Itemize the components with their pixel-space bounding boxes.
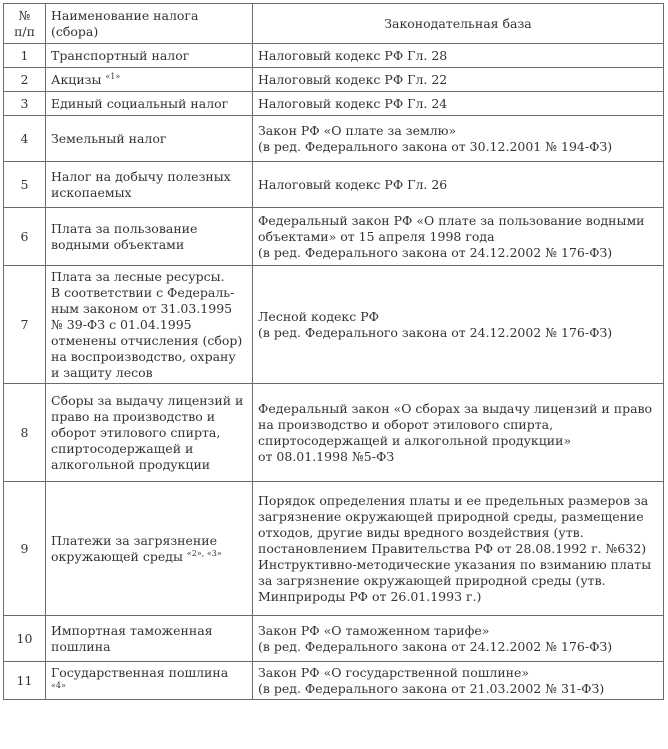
footnote-mark: «2», «3»: [186, 548, 222, 558]
tax-name-line: [51, 393, 247, 409]
tax-name-text: Плата за лесные ресурсы.: [51, 268, 225, 284]
table-row: [4, 44, 664, 68]
tax-name-cell: [46, 482, 253, 616]
row-number: 4: [4, 116, 46, 162]
legal-basis-line: Закон РФ «О таможенном тарифе»: [258, 622, 490, 638]
row-number: 1: [4, 44, 46, 68]
table-row: [4, 208, 664, 266]
tax-name-text: Сборы за выдачу лицензий и: [51, 392, 244, 408]
legal-basis-line: (в ред. Федерального закона от 24.12.2002 № 176-ФЗ): [258, 324, 613, 340]
tax-name-cell: [46, 208, 253, 266]
legal-basis-line: Налоговый кодекс РФ Гл. 28: [258, 47, 448, 63]
tax-name-text: отменены отчисления (сбор): [51, 332, 243, 348]
legal-basis-cell: [253, 92, 664, 116]
tax-name-text: право на производство и: [51, 408, 216, 424]
tax-name-line: [51, 269, 247, 285]
header-number-line2: п/п: [14, 23, 35, 39]
tax-name-line: [51, 285, 247, 301]
legal-basis-cell: [253, 384, 664, 482]
legal-basis-cell: [253, 616, 664, 662]
tax-name-line: [51, 131, 247, 147]
header-tax-name: Наименование налога (сбора): [46, 4, 253, 44]
tax-name-line: [51, 425, 247, 441]
tax-name-line: [51, 639, 247, 655]
header-number-line1: №: [18, 7, 31, 23]
header-number: [4, 4, 46, 44]
tax-name-line: [51, 365, 247, 381]
row-number: 8: [4, 384, 46, 482]
table-header-row: [4, 4, 664, 44]
tax-name-text: и защиту лесов: [51, 364, 153, 380]
legal-basis-cell: [253, 482, 664, 616]
tax-name-text: на воспроизводство, охрану: [51, 348, 236, 364]
legal-basis-line: Налоговый кодекс РФ Гл. 22: [258, 71, 448, 87]
row-number: 11: [4, 662, 46, 700]
legal-basis-line: Налоговый кодекс РФ Гл. 26: [258, 176, 448, 192]
tax-name-cell: [46, 384, 253, 482]
table-row: [4, 482, 664, 616]
tax-name-text: В соответствии с Федераль-: [51, 284, 235, 300]
row-number: 2: [4, 68, 46, 92]
legal-basis-line: спиртосодержащей и алкогольной продукции»: [258, 432, 572, 448]
tax-name-line: [51, 349, 247, 365]
tax-name-line: [51, 317, 247, 333]
row-number: 10: [4, 616, 46, 662]
tax-name-line: [51, 533, 247, 549]
tax-name-line: [51, 409, 247, 425]
legal-basis-cell: [253, 116, 664, 162]
tax-name-text: Плата за пользование: [51, 220, 198, 236]
legal-basis-line: объектами» от 15 апреля 1998 года: [258, 228, 495, 244]
tax-name-cell: [46, 68, 253, 92]
legal-basis-line: Минприроды РФ от 26.01.1993 г.): [258, 588, 482, 604]
tax-name-text: Налог на добычу полезных: [51, 168, 231, 184]
tax-name-line: [51, 169, 247, 185]
tax-name-line: [51, 549, 247, 565]
header-legal-basis: Законодательная база: [253, 4, 664, 44]
legal-basis-line: от 08.01.1998 №5-ФЗ: [258, 448, 395, 464]
table-row: [4, 384, 664, 482]
tax-name-line: [51, 457, 247, 473]
tax-name-line: [51, 72, 247, 88]
tax-name-text: № 39-ФЗ с 01.04.1995: [51, 316, 192, 332]
legal-basis-line: Порядок определения платы и ее предельных размеров за: [258, 492, 649, 508]
tax-name-text: пошлина: [51, 638, 111, 654]
legal-basis-line: Инструктивно-методические указания по взиманию платы: [258, 556, 652, 572]
legal-basis-line: (в ред. Федерального закона от 30.12.2001 № 194-ФЗ): [258, 138, 613, 154]
tax-name-cell: [46, 116, 253, 162]
tax-name-line: [51, 301, 247, 317]
legal-basis-line: (в ред. Федерального закона от 21.03.2002 № 31-ФЗ): [258, 680, 605, 696]
legal-basis-cell: [253, 662, 664, 700]
table-row: [4, 68, 664, 92]
table-row: [4, 92, 664, 116]
row-number: 5: [4, 162, 46, 208]
tax-name-text: водными объектами: [51, 236, 185, 252]
row-number: 3: [4, 92, 46, 116]
tax-name-line: [51, 221, 247, 237]
row-number: 7: [4, 266, 46, 384]
legal-basis-line: Налоговый кодекс РФ Гл. 24: [258, 95, 448, 111]
legal-basis-line: (в ред. Федерального закона от 24.12.2002 № 176-ФЗ): [258, 638, 613, 654]
tax-name-line: [51, 185, 247, 201]
legal-basis-cell: [253, 208, 664, 266]
tax-name-text: алкогольной продукции: [51, 456, 211, 472]
tax-name-cell: [46, 44, 253, 68]
tax-name-line: [51, 441, 247, 457]
legal-basis-cell: [253, 44, 664, 68]
tax-name-line: [51, 665, 247, 697]
legal-basis-line: (в ред. Федерального закона от 24.12.2002 № 176-ФЗ): [258, 244, 613, 260]
tax-name-line: [51, 96, 247, 112]
legal-basis-line: постановлением Правительства РФ от 28.08.1992 г. №632): [258, 540, 647, 556]
legal-basis-line: Федеральный закон РФ «О плате за пользование водными: [258, 212, 645, 228]
tax-name-text: ископаемых: [51, 184, 132, 200]
legal-basis-line: за загрязнение окружающей природной среды (утв.: [258, 572, 606, 588]
footnote-mark: «4»: [51, 680, 66, 690]
tax-name-text: Земельный налог: [51, 130, 167, 146]
tax-name-cell: [46, 266, 253, 384]
legal-basis-line: Закон РФ «О государственной пошлине»: [258, 664, 530, 680]
table-row: [4, 616, 664, 662]
legal-basis-line: Федеральный закон «О сборах за выдачу лицензий и право: [258, 400, 653, 416]
tax-name-text: ным законом от 31.03.1995: [51, 300, 233, 316]
tax-name-cell: [46, 662, 253, 700]
tax-name-text: оборот этилового спирта,: [51, 424, 221, 440]
legal-basis-line: Лесной кодекс РФ: [258, 308, 379, 324]
row-number: 9: [4, 482, 46, 616]
tax-name-text: Единый социальный налог: [51, 95, 229, 111]
legal-basis-cell: [253, 266, 664, 384]
tax-name-line: [51, 623, 247, 639]
tax-name-text: спиртосодержащей и: [51, 440, 194, 456]
tax-name-text: Транспортный налог: [51, 47, 190, 63]
table-row: [4, 662, 664, 700]
tax-name-text: Акцизы: [51, 71, 102, 87]
tax-name-text: Государственная пошлина: [51, 664, 229, 680]
tax-name-text: окружающей среды: [51, 548, 183, 564]
table-row: [4, 162, 664, 208]
tax-name-line: [51, 237, 247, 253]
row-number: 6: [4, 208, 46, 266]
tax-name-cell: [46, 616, 253, 662]
tax-name-text: Импортная таможенная: [51, 622, 213, 638]
legal-basis-cell: [253, 68, 664, 92]
tax-name-cell: [46, 92, 253, 116]
legal-basis-line: отходов, другие виды вредного воздействия (утв.: [258, 524, 584, 540]
tax-name-cell: [46, 162, 253, 208]
tax-name-text: Платежи за загрязнение: [51, 532, 217, 548]
legal-basis-cell: [253, 162, 664, 208]
footnote-mark: «1»: [105, 71, 121, 81]
tax-name-line: [51, 48, 247, 64]
legal-basis-line: Закон РФ «О плате за землю»: [258, 122, 457, 138]
legal-basis-line: на производство и оборот этилового спирта,: [258, 416, 554, 432]
table-row: [4, 116, 664, 162]
tax-name-line: [51, 333, 247, 349]
table-body: [4, 44, 664, 700]
table-row: [4, 266, 664, 384]
legal-basis-line: загрязнение окружающей природной среды, размещение: [258, 508, 644, 524]
tax-table: [3, 3, 664, 700]
